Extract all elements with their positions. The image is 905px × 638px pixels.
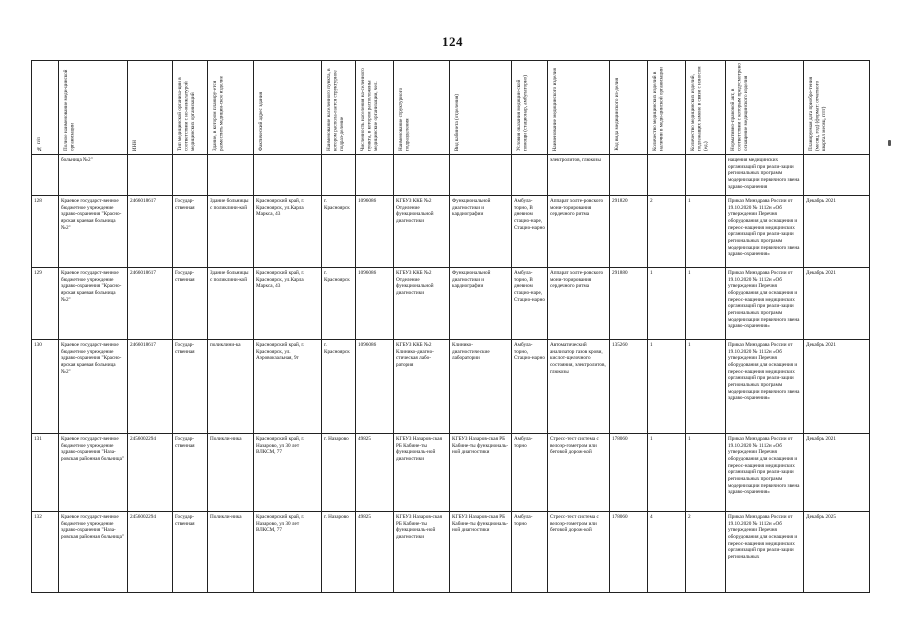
table-cell-building: Здание больницы с поликлини-кой [208,268,254,340]
header-col-qty-replace [686,61,726,155]
header-col-legal-act [726,61,804,155]
table-cell-qty-available: 1 [648,340,686,434]
table-cell-org-name: Краевое государст-венное бюджетное учреждение здраво-охранения "Красно-ярская краевая больница №2" [59,268,128,340]
table-cell-conditions: Амбула-торно, Стацио-нарно [512,340,548,434]
table-cell-number: 128 [32,196,59,268]
table-cell-purchase-date: Декабрь 2021 [804,434,870,512]
table-cell-unit [394,155,450,196]
table-cell-inn: 2466018617 [128,340,173,434]
table-cell-legal-act: нащения медицинских организаций при реали-зации региональных программ модернизации первичного звена здраво-охранения [726,155,804,196]
header-col-device-code [610,61,648,155]
header-label: Тип медицинской организа-ции в соответствии с но-менклатурой медицинских организаций [177,77,196,151]
table-cell-number: 129 [32,268,59,340]
table-cell-building: Поликли-ника [208,434,254,512]
table-cell-population: 1096086 [356,268,394,340]
table-cell-inn: 2456002294 [128,512,173,593]
header-col-org-type [173,61,208,155]
header-col-building [208,61,254,155]
table-cell-unit: КГБУЗ ККБ №2 Отделение функциональной диагностики [394,196,450,268]
table-cell-legal-act: Приказ Минздрава России от 19.10.2020 № 1112н «Об утверждении Перечня оборудования для оснащения и переос-нащения медицинских организаций при реали-зации региональных программ модернизации первичного звена здраво-охранения» [726,340,804,434]
table-cell-org-type: Государ-ственная [173,434,208,512]
margin-mark [888,140,891,146]
header-label: Наименование населенного пункта, в котором распола-гается структурное подраз-деление [326,68,345,151]
table-cell-population: 1096086 [356,340,394,434]
table-cell-locality: г. Красноярск [322,196,356,268]
table-cell-cabinet: Функциональной диагностики и кардиографии [450,268,512,340]
table-cell-purchase-date: Декабрь 2021 [804,268,870,340]
table-cell-org-type [173,155,208,196]
table-cell-conditions: Амбула-торно [512,434,548,512]
table-cell-locality: г. Назарово [322,434,356,512]
table-cell-address [254,155,322,196]
table-cell-device: Аппарат холте-ровского мони-торирования сердечного ритма [548,196,610,268]
table-cell-purchase-date [804,155,870,196]
header-label: Здание, в котором планиру-ется разместить медицин-ское изделие [212,75,225,151]
page-number: 124 [442,34,463,49]
table-cell-number: 132 [32,512,59,593]
table-cell-population: 49825 [356,512,394,593]
table-cell-org-type: Государ-ственная [173,196,208,268]
header-col-device [548,61,610,155]
table-cell-cabinet: Клинико-диагностические лаборатории [450,340,512,434]
table-cell-qty-replace: 2 [686,512,726,593]
table-cell-conditions: Амбула-торно, В дневном стацио-наре, Стацио-нарно [512,196,548,268]
header-col-purchase-date [804,61,870,155]
table-cell-qty-available: 2 [648,196,686,268]
table-cell-qty-available: 1 [648,268,686,340]
table-cell-locality: г. Красноярск [322,268,356,340]
table-cell-qty-replace: 1 [686,434,726,512]
table-cell-device: Автоматический анализатор газов крови, кислот-щелочного состояния, электролитов, глюкозы [548,340,610,434]
table-cell-device-code [610,155,648,196]
header-label: Планируемая дата приобре-тения (месяц, год) (формат: отчетного квартал месяц, гггг) [808,76,827,151]
table-cell-org-name: Краевое государст-венное бюджетное учреждение здраво-охранения "Наза-ровская районная больница" [59,434,128,512]
table-cell-legal-act: Приказ Минздрава России от 19.10.2020 № 1112н «Об утверждении Перечня оборудования для оснащения и переос-нащения медицинских организаций при реали-зации региональных программ модернизации первичного звена здраво-охранения» [726,434,804,512]
header-col-org-name [59,61,128,155]
header-label: ИНН [132,139,138,151]
table-cell-population: 49825 [356,434,394,512]
table-cell-device-code: 178060 [610,512,648,593]
header-col-cabinet [450,61,512,155]
header-col-unit [394,61,450,155]
header-col-inn [128,61,173,155]
table-cell-qty-replace: 1 [686,268,726,340]
equipment-table [31,60,870,593]
table-cell-conditions [512,155,548,196]
header-label: Вид кабинета (отделения) [454,93,460,151]
table-cell-locality: г. Красноярск [322,340,356,434]
table-cell-org-name: Краевое государст-венное бюджетное учреждение здраво-охранения "Красно-ярская краевая больница №2" [59,340,128,434]
table-cell-locality [322,155,356,196]
header-col-address [254,61,322,155]
header-label: Наименование медицинского изделия [552,67,558,151]
table-cell-inn: 2456002294 [128,434,173,512]
table-cell-purchase-date: Декабрь 2021 [804,340,870,434]
table-cell-locality: г. Назарово [322,512,356,593]
table-cell-device: Стресс-тест система с велоэр-гометром или беговой дорож-кой [548,512,610,593]
header-label: Фактический адрес здания [258,91,264,151]
table-cell-qty-replace [686,155,726,196]
table-cell-address: Красноярский край, г. Назарово, ул 30 лет ВЛКСМ, 77 [254,434,322,512]
table-cell-number: 130 [32,340,59,434]
table-cell-population [356,155,394,196]
header-col-conditions [512,61,548,155]
table-cell-org-type: Государ-ственная [173,268,208,340]
header-col-number [32,61,59,155]
table-cell-qty-available: 1 [648,434,686,512]
table-cell-unit: КГБУЗ Назаров-ская РБ Кабине-ты функциональ-ной диагностики [394,434,450,512]
table-cell-address: Красноярский край, г. Красноярск, ул. Аэровокзальная, 9г [254,340,322,434]
table-cell-building: Здание больницы с поликлини-кой [208,196,254,268]
table-cell-conditions: Амбула-торно [512,512,548,593]
header-col-qty-available [648,61,686,155]
table-cell-qty-available [648,155,686,196]
table-cell-device: электролитов, глюкозы [548,155,610,196]
header-col-locality [322,61,356,155]
table-cell-org-name: Краевое государст-венное бюджетное учреждение здраво-охранения "Красно-ярская краевая больница №2" [59,196,128,268]
table-cell-number: 131 [32,434,59,512]
header-label: № п/п [36,136,42,151]
table-cell-inn [128,155,173,196]
header-label: Полное наименование меди-цинской организации [63,69,76,151]
table-cell-device-code: 291880 [610,268,648,340]
header-label: Код вида медицинского из-делия [614,78,620,151]
table-cell-conditions: Амбула-торно, В дневном стацио-наре, Стацио-нарно [512,268,548,340]
table-cell-org-type: Государ-ственная [173,512,208,593]
table-cell-org-name: больница №2" [59,155,128,196]
table-cell-population: 1096086 [356,196,394,268]
table-cell-org-type: Государ-ственная [173,340,208,434]
table-cell-device: Стресс-тест система с велоэр-гометром или беговой дорож-кой [548,434,610,512]
table-cell-device-code: 135260 [610,340,648,434]
table-cell-purchase-date: Декабрь 2025 [804,512,870,593]
table-cell-qty-available: 4 [648,512,686,593]
table-cell-inn: 2466018617 [128,196,173,268]
table-cell-device-code: 291820 [610,196,648,268]
table-cell-cabinet: КГБУЗ Назаров-ская РБ Кабине-ты функциональ-ной диагностики [450,512,512,593]
table-cell-address: Красноярский край, г. Назарово, ул 30 лет ВЛКСМ, 77 [254,512,322,593]
header-label: Количество медицинских изделий, подлежащих замене в связи с износом (ед.) [690,66,709,151]
table-cell-cabinet: КГБУЗ Назаров-ская РБ Кабине-ты функциональ-ной диагностики [450,434,512,512]
table-cell-purchase-date: Декабрь 2021 [804,196,870,268]
table-cell-address: Красноярский край, г. Красноярск, ул.Карла Маркса, 43 [254,196,322,268]
table-cell-legal-act: Приказ Минздрава России от 19.10.2020 № 1112н «Об утверждении Перечня оборудования для оснащения и переос-нащения медицинских организаций при реали-зации региональных программ модернизации первичного звена здраво-охранения» [726,196,804,268]
table-cell-qty-replace: 1 [686,340,726,434]
table-cell-cabinet: Функциональной диагностики и кардиографии [450,196,512,268]
table-cell-device-code: 178060 [610,434,648,512]
table-cell-building [208,155,254,196]
table-cell-qty-replace: 1 [686,196,726,268]
table-cell-unit: КГБУЗ ККБ №2 Клинико-диагно-стическая лабо-ратория [394,340,450,434]
table-cell-number [32,155,59,196]
table-cell-legal-act: Приказ Минздрава России от 19.10.2020 № 1112н «Об утверждении Перечня оборудования для оснащения и переос-нащения медицинских организаций при реали-зации региональных [726,512,804,593]
header-label: Количество медицинских изделий в наличии в меди-цинской организации [652,67,665,151]
table-cell-legal-act: Приказ Минздрава России от 19.10.2020 № 1112н «Об утверждении Перечня оборудования для оснащения и переос-нащения медицинских организаций при реали-зации региональных программ модернизации первичного звена здраво-охранения» [726,268,804,340]
table-cell-org-name: Краевое государст-венное бюджетное учреждение здраво-охранения "Наза-ровская районная больница" [59,512,128,593]
header-label: Наименование структурного подразделения [398,87,411,151]
header-label: Условия оказания медицин-ской помощи (стационар, амбулаторно) [516,75,529,151]
table-cell-inn: 2466018617 [128,268,173,340]
table-cell-address: Красноярский край, г. Красноярск, ул.Карла Маркса, 43 [254,268,322,340]
table-cell-unit: КГБУЗ Назаров-ская РБ Кабине-ты функциональ-ной диагностики [394,512,450,593]
table-cell-unit: КГБУЗ ККБ №2 Отделение функциональной диагностики [394,268,450,340]
table-cell-building: Поликли-ника [208,512,254,593]
header-col-population [356,61,394,155]
table-cell-device: Аппарат холте-ровского мони-торирования сердечного ритма [548,268,610,340]
header-label: Нормативно-правовой акт, в соответствии с которым предусмотрено оснащение медицинского изделия [730,63,749,151]
header-label: Численность населения на-селенного пункта, в котором расположены медицинские организации, чел. [360,68,379,151]
table-cell-cabinet [450,155,512,196]
table-cell-building: поликлини-ка [208,340,254,434]
